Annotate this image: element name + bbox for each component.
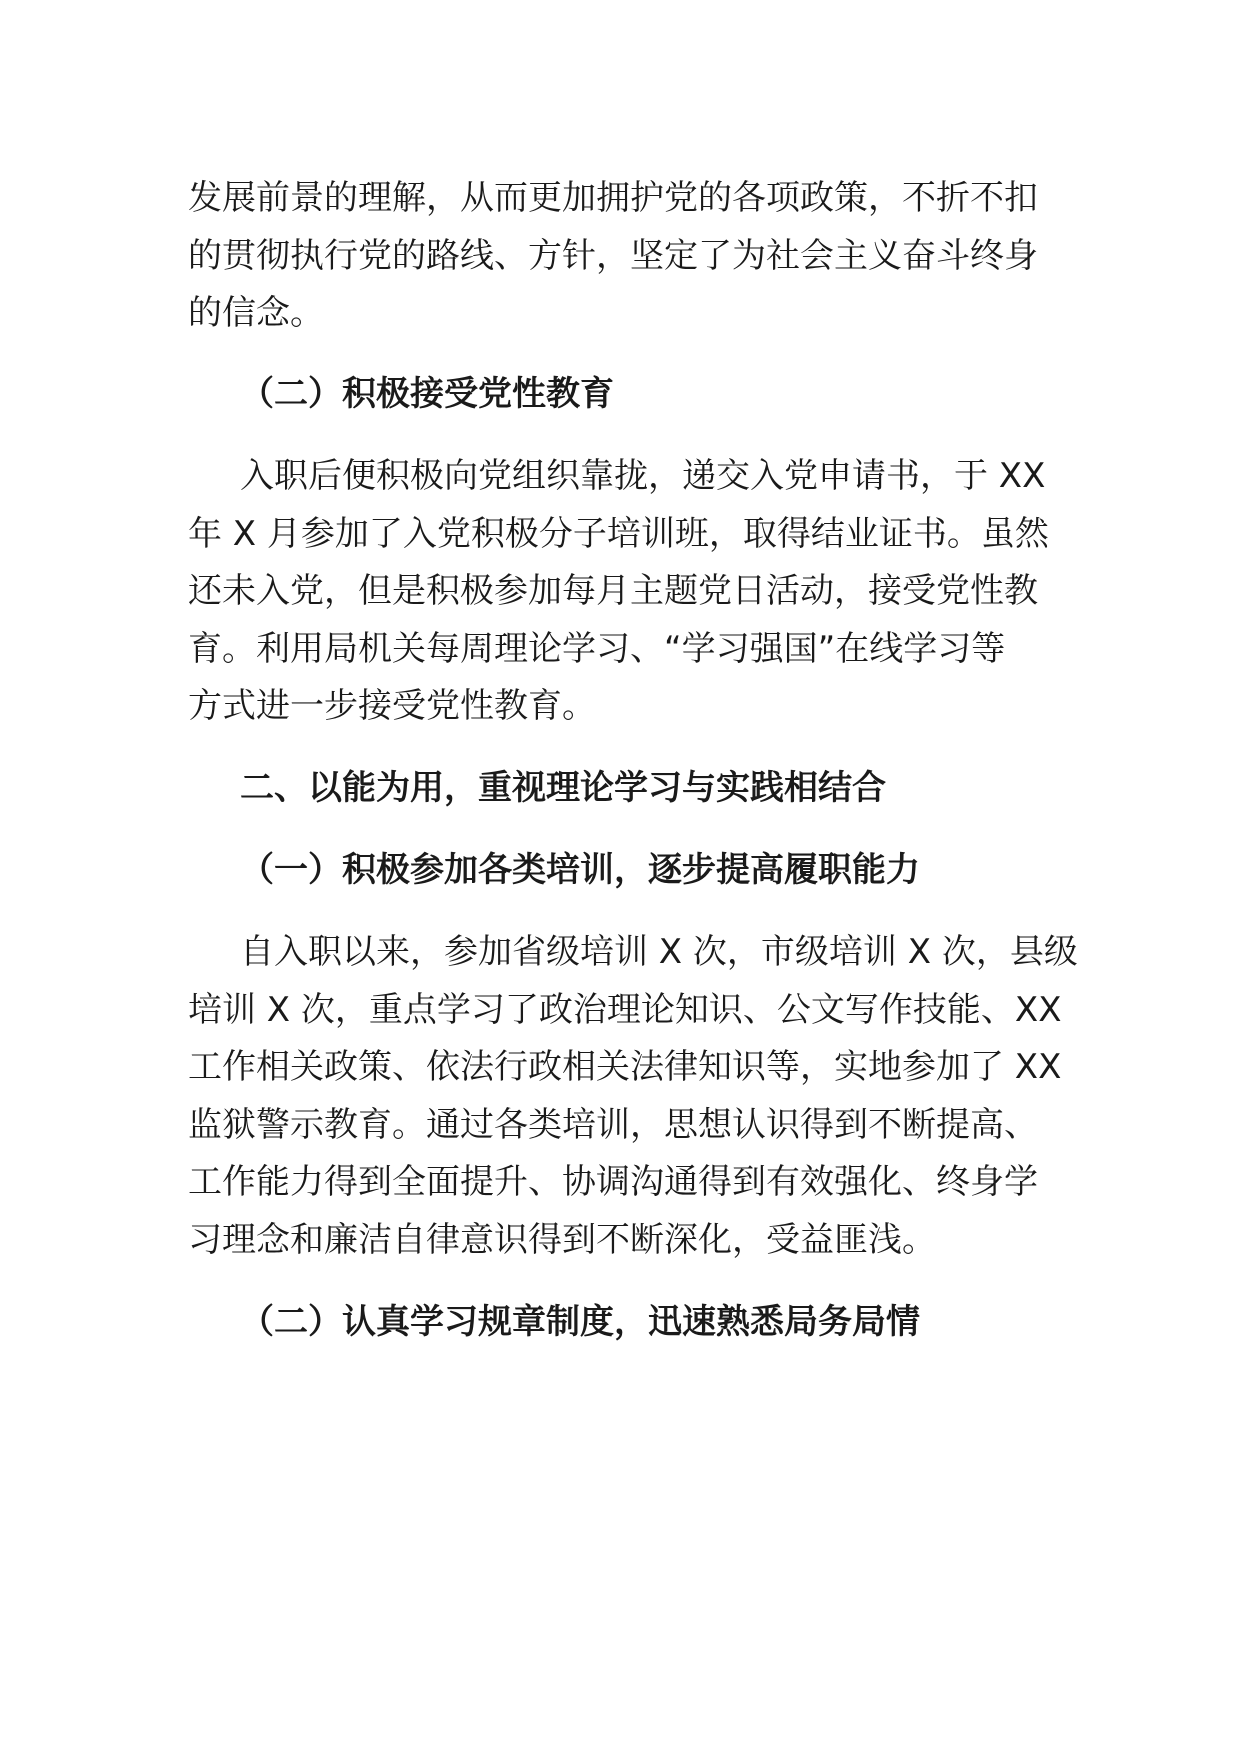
paragraph-1-line-3: 的信念。	[188, 293, 324, 333]
paragraph-2-line-1: 入职后便积极向党组织靠拢，递交入党申请书，于 XX	[240, 456, 1046, 496]
section-heading-2-2: （二）认真学习规章制度，迅速熟悉局务局情	[240, 1302, 920, 1342]
section-heading-2-1: （一）积极参加各类培训，逐步提高履职能力	[240, 850, 920, 890]
paragraph-1-line-2: 的贯彻执行党的路线、方针，坚定了为社会主义奋斗终身	[188, 236, 1038, 276]
paragraph-3-line-3: 工作相关政策、依法行政相关法律知识等，实地参加了 XX	[188, 1047, 1062, 1087]
paragraph-2-line-3: 还未入党，但是积极参加每月主题党日活动，接受党性教	[188, 571, 1038, 611]
paragraph-3-line-1: 自入职以来，参加省级培训 X 次，市级培训 X 次，县级	[240, 932, 1078, 972]
paragraph-2-line-5: 方式进一步接受党性教育。	[188, 686, 596, 726]
section-heading-2: 二、以能为用，重视理论学习与实践相结合	[240, 768, 886, 808]
paragraph-2-line-4: 育。利用局机关每周理论学习、“学习强国”在线学习等	[188, 629, 1006, 669]
paragraph-3-line-5: 工作能力得到全面提升、协调沟通得到有效强化、终身学	[188, 1162, 1038, 1202]
paragraph-1-line-1: 发展前景的理解，从而更加拥护党的各项政策，不折不扣	[188, 178, 1038, 218]
paragraph-3-line-4: 监狱警示教育。通过各类培训，思想认识得到不断提高、	[188, 1105, 1038, 1145]
paragraph-2-line-2: 年 X 月参加了入党积极分子培训班，取得结业证书。虽然	[188, 514, 1049, 554]
section-heading-1-2: （二）积极接受党性教育	[240, 374, 614, 414]
paragraph-3-line-2: 培训 X 次，重点学习了政治理论知识、公文写作技能、XX	[188, 990, 1062, 1030]
paragraph-3-line-6: 习理念和廉洁自律意识得到不断深化，受益匪浅。	[188, 1220, 936, 1260]
